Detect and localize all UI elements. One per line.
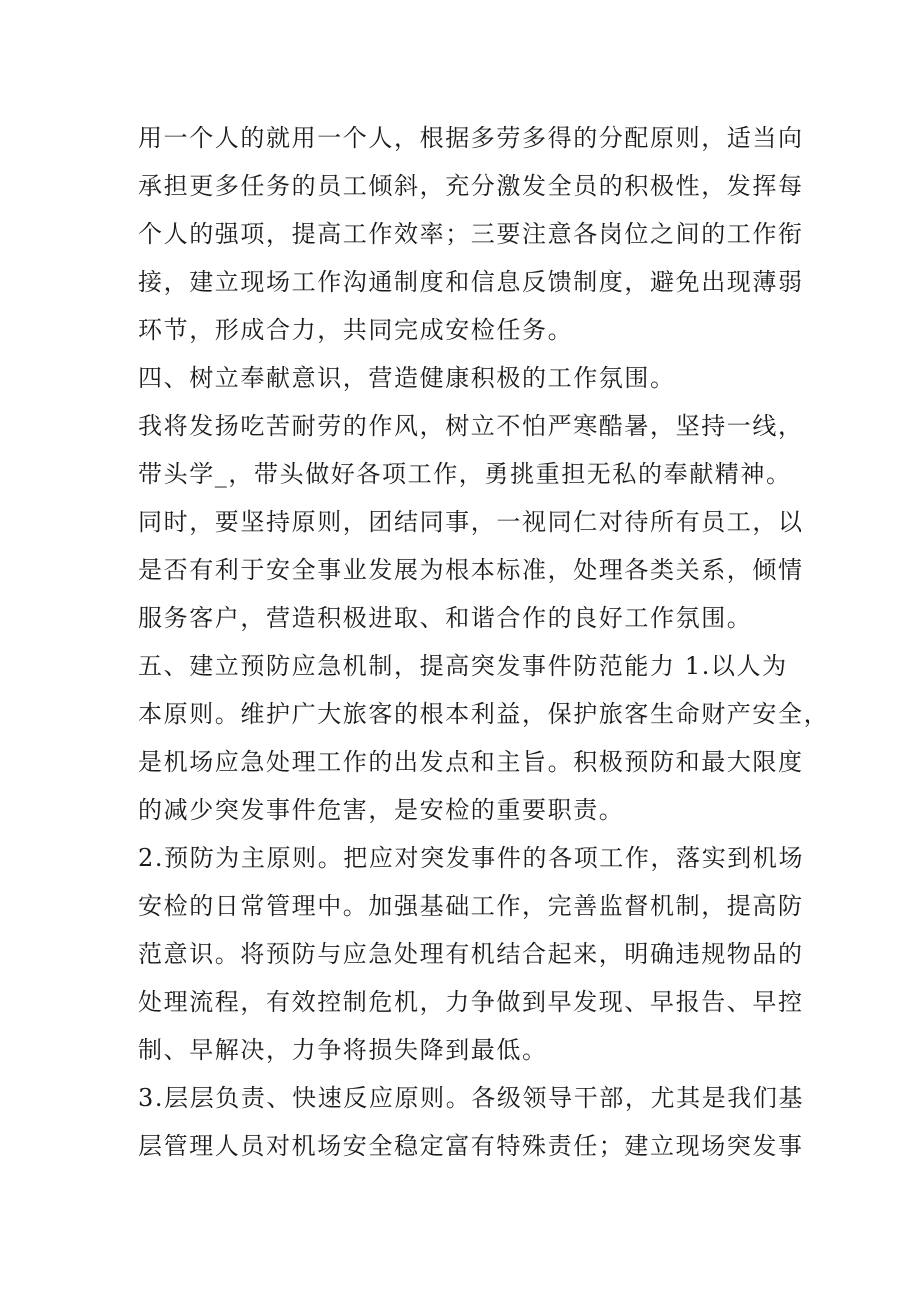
text-line: 的减少突发事件危害，是安检的重要职责。 [138,796,625,824]
text-line: 处理流程，有效控制危机，力争做到早发现、早报告、早控 [138,988,804,1016]
text-line: 层管理人员对机场安全稳定富有特殊责任；建立现场突发事 [138,1132,804,1160]
text-line: 同时，要坚持原则，团结同事，一视同仁对待所有员工，以 [138,508,804,536]
body-text [138,114,830,1170]
text-line: 安检的日常管理中。加强基础工作，完善监督机制，提高防 [138,892,804,920]
text-line: 用一个人的就用一个人，根据多劳多得的分配原则，适当向 [138,124,804,152]
text-line: 环节，形成合力，共同完成安检任务。 [138,316,574,344]
text-line: 是否有利于安全事业发展为根本标准，处理各类关系，倾情 [138,556,804,584]
text-line: 个人的强项，提高工作效率；三要注意各岗位之间的工作衔 [138,220,804,248]
section-heading: 四、树立奉献意识，营造健康积极的工作氛围。 [138,364,676,392]
text-line: 带头学_，带头做好各项工作，勇挑重担无私的奉献精神。 [138,460,792,488]
text-line: 本原则。维护广大旅客的根本利益，保护旅客生命财产安全， [138,700,830,728]
text-line: 服务客户，营造积极进取、和谐合作的良好工作氛围。 [138,604,753,632]
text-line: 我将发扬吃苦耐劳的作风，树立不怕严寒酷暑，坚持一线， [138,412,804,440]
text-line: 是机场应急处理工作的出发点和主旨。积极预防和最大限度 [138,748,804,776]
text-line: 范意识。将预防与应急处理有机结合起来，明确违规物品的 [138,940,804,968]
section-heading: 五、建立预防应急机制，提高突发事件防范能力 1.以人为 [138,652,788,680]
text-line: 接，建立现场工作沟通制度和信息反馈制度，避免出现薄弱 [138,268,804,296]
text-line: 承担更多任务的员工倾斜，充分激发全员的积极性，发挥每 [138,172,804,200]
text-line: 3.层层负责、快速反应原则。各级领导干部，尤其是我们基 [138,1084,805,1112]
text-line: 制、早解决，力争将损失降到最低。 [138,1036,548,1064]
text-line: 2.预防为主原则。把应对突发事件的各项工作，落实到机场 [138,844,805,872]
